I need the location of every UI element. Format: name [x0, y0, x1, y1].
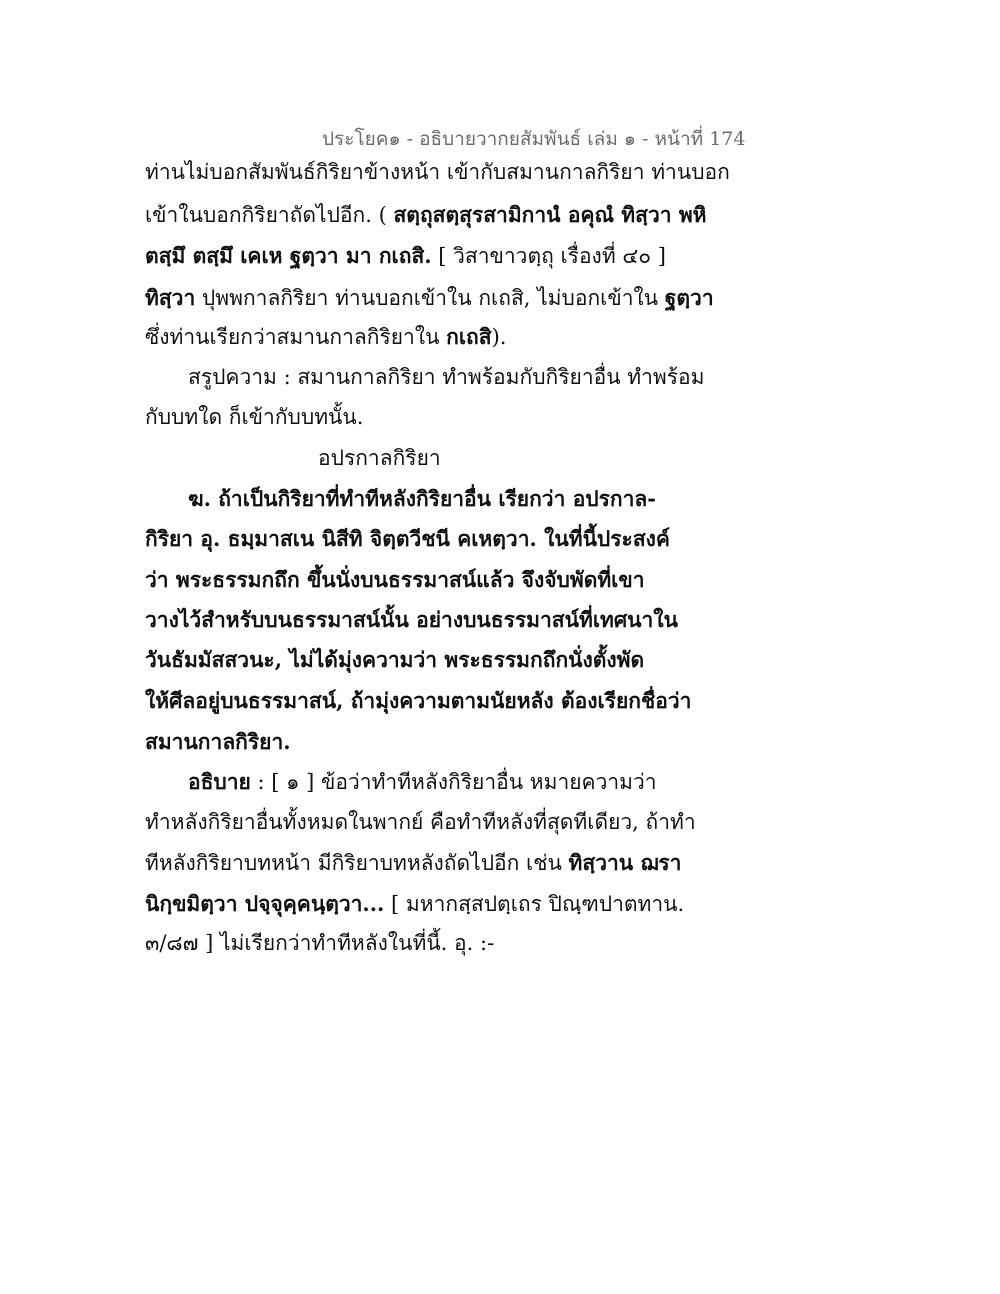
- text-line: [145, 649, 644, 671]
- text-line: [145, 326, 506, 348]
- bold-text-segment: อธิบาย: [188, 769, 251, 794]
- text-line: [145, 731, 291, 753]
- text-line: [145, 204, 707, 226]
- text-line: [145, 690, 691, 712]
- bold-text-segment: ตสฺมึ ตสฺมึ เคเห ฐตฺวา มา กเถสิ.: [145, 243, 432, 268]
- text-line: [145, 162, 730, 183]
- text-line: [145, 609, 678, 631]
- bold-text-segment: ฐตฺวา: [664, 285, 714, 310]
- bold-text-segment: ทิสฺวาน ฌรา: [568, 850, 682, 875]
- text-segment: กับบทใด ก็เข้ากับบทนั้น.: [145, 405, 364, 429]
- text-line: [188, 488, 656, 510]
- bold-text-segment: วันธัมมัสสวนะ, ไม่ได้มุ่งความว่า พระธรรมกถึกนั่งตั้งพัด: [145, 647, 645, 672]
- text-line: [145, 245, 666, 267]
- bold-text-segment: กิริยา อุ. ธมฺมาสเน นิสีทิ จิตฺตวีชนี คเหตฺวา. ในที่นี้ประสงค์: [145, 526, 670, 551]
- text-line: [145, 852, 681, 874]
- page-header: ประโยค๑ - อธิบายวากยสัมพันธ์ เล่ม ๑ - หน้าที่ 174: [322, 128, 746, 150]
- bold-text-segment: นิกฺขมิตฺวา ปจฺจุคฺคนฺตฺวา...: [145, 891, 385, 916]
- text-line: [145, 893, 684, 915]
- text-segment: ซึ่งท่านเรียกว่าสมานกาลกิริยาใน: [145, 325, 447, 349]
- bold-text-segment: วางไว้สำหรับบนธรรมาสน์นั้น อย่างบนธรรมาสน์ที่เทศนาใน: [145, 607, 678, 632]
- bold-text-segment: ทิสฺวา: [145, 285, 196, 310]
- text-line: [145, 933, 494, 954]
- text-segment: ๓/๘๗ ] ไม่เรียกว่าทำทีหลังในที่นี้. อุ. :-: [145, 931, 495, 955]
- text-segment: [ วิสาขาวตฺถุ เรื่องที่ ๔๐ ]: [431, 244, 666, 268]
- bold-text-segment: ว่า พระธรรมกถึก ขึ้นนั่งบนธรรมาสน์แล้ว จึงจับพัดที่เขา: [145, 567, 645, 592]
- text-segment: : [ ๑ ] ข้อว่าทำทีหลังกิริยาอื่น หมายความว่า: [250, 770, 657, 794]
- text-line: [145, 569, 645, 591]
- text-segment: ท่านไม่บอกสัมพันธ์กิริยาข้างหน้า เข้ากับสมานกาลกิริยา ท่านบอก: [145, 160, 730, 184]
- text-segment: [ มหากสฺสปตฺเถร ปิณฺฑปาตทาน.: [384, 892, 685, 916]
- text-line: [145, 287, 714, 309]
- bold-text-segment: ฆ. ถ้าเป็นกิริยาที่ทำทีหลังกิริยาอื่น เรียกว่า อปรกาล-: [188, 486, 657, 511]
- bold-text-segment: กเถสิ: [446, 324, 492, 349]
- text-segment: เข้าในบอกกิริยาถัดไปอีก. (: [145, 203, 394, 227]
- text-line: [145, 812, 696, 833]
- text-line: [145, 528, 670, 550]
- text-line: [188, 367, 704, 388]
- text-segment: อปรกาลกิริยา: [318, 446, 441, 470]
- text-segment: ).: [491, 325, 507, 349]
- text-segment: ทีหลังกิริยาบทหน้า มีกิริยาบทหลังถัดไปอีก เช่น: [145, 851, 569, 875]
- text-line: [188, 771, 657, 793]
- text-segment: ทำหลังกิริยาอื่นทั้งหมดในพากย์ คือทำทีหลังที่สุดทีเดียว, ถ้าทำ: [145, 810, 696, 834]
- text-segment: ปุพพกาลกิริยา ท่านบอกเข้าใน กเถสิ, ไม่บอกเข้าใน: [195, 286, 665, 310]
- text-line: [145, 407, 363, 428]
- bold-text-segment: สตฺถุสตฺสุรสามิกานํ อคุณํ ทิสฺวา พหิ: [393, 202, 707, 227]
- text-segment: สรูปความ : สมานกาลกิริยา ทำพร้อมกับกิริยาอื่น ทำพร้อม: [188, 365, 705, 389]
- bold-text-segment: สมานกาลกิริยา.: [145, 729, 291, 754]
- bold-text-segment: ให้ศีลอยู่บนธรรมาสน์, ถ้ามุ่งความตามนัยหลัง ต้องเรียกชื่อว่า: [145, 688, 692, 713]
- section-heading: [318, 448, 441, 469]
